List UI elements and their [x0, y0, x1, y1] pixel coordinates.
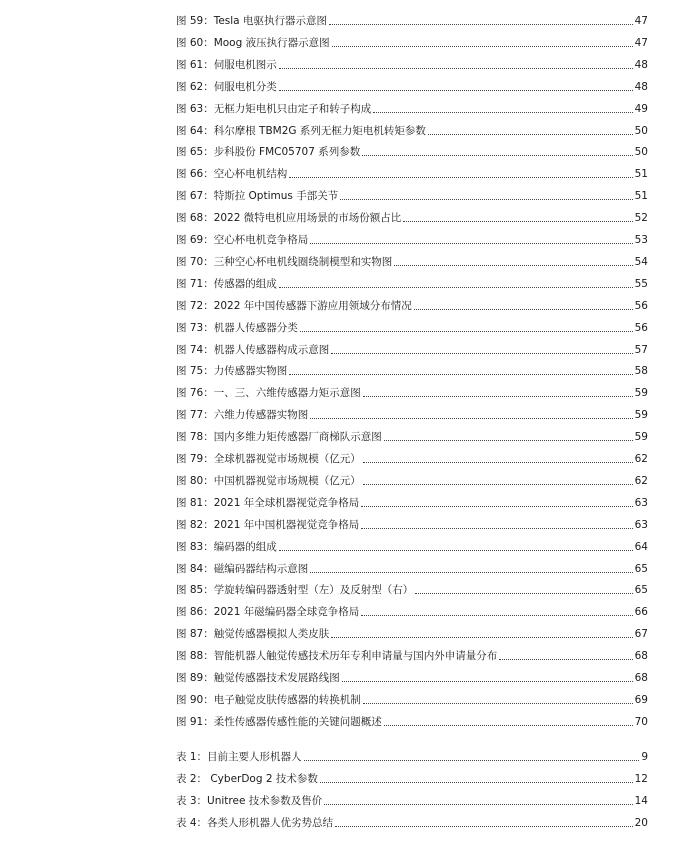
figure-entry-page-number: 67 [634, 628, 648, 641]
dot-leader [342, 681, 633, 682]
figure-entry-label: 图 91：柔性传感器传感性能的关键问题概述 [176, 715, 382, 728]
dot-leader [340, 199, 632, 200]
figure-entry[interactable] [176, 707, 648, 729]
dot-leader [415, 593, 632, 594]
dot-leader [428, 134, 633, 135]
figure-entry-label: 图 74：机器人传感器构成示意图 [176, 343, 330, 356]
dot-leader [394, 265, 632, 266]
table-entry-page-number: 14 [634, 794, 648, 807]
dot-leader [329, 24, 633, 25]
dot-leader [289, 374, 632, 375]
figure-entry-page-number: 56 [634, 321, 648, 334]
figure-entry[interactable] [176, 335, 648, 357]
figure-entry[interactable] [176, 575, 648, 597]
dot-leader [310, 572, 632, 573]
figure-entry[interactable] [176, 444, 648, 466]
dot-leader [304, 760, 640, 761]
figure-entry-label: 图 65：步科股份 FMC05707 系列参数 [176, 146, 361, 159]
dot-leader [384, 725, 633, 726]
dot-leader [331, 353, 632, 354]
figure-entry[interactable] [176, 116, 648, 138]
figure-entry-label: 图 72：2022 年中国传感器下游应用领域分布情况 [176, 299, 412, 312]
figure-entry-page-number: 50 [634, 124, 648, 137]
dot-leader [332, 46, 633, 47]
figure-entry-label: 图 61：伺服电机图示 [176, 58, 277, 71]
figure-entry[interactable] [176, 181, 648, 203]
figure-entry-page-number: 62 [634, 453, 648, 465]
figure-entry-label: 图 69：空心杯电机竞争格局 [176, 234, 309, 246]
figure-entry[interactable] [176, 356, 648, 378]
figure-entry-page-number: 48 [634, 80, 648, 93]
figure-entry-label: 图 83：编码器的组成 [176, 540, 277, 553]
figure-entry-label: 图 73：机器人传感器分类 [176, 321, 298, 334]
figure-entry-page-number: 47 [634, 15, 648, 27]
figure-entry-label: 图 78：国内多维力矩传感器厂商梯队示意图 [176, 431, 382, 444]
figure-entry-label: 图 59：Tesla 电驱执行器示意图 [176, 15, 327, 27]
table-entry[interactable] [176, 742, 648, 764]
figure-entry[interactable] [176, 269, 648, 291]
figure-entry-page-number: 64 [634, 540, 648, 553]
dot-leader [331, 637, 632, 638]
figure-entry-page-number: 55 [634, 277, 648, 290]
figure-entry-page-number: 59 [634, 431, 648, 444]
figure-entry[interactable] [176, 50, 648, 72]
figure-entry-page-number: 65 [634, 584, 648, 597]
figure-entry-label: 图 80：中国机器视觉市场规模（亿元） [176, 474, 361, 487]
figure-entry-label: 图 67：特斯拉 Optimus 手部关节 [176, 190, 339, 203]
dot-leader [279, 90, 633, 91]
figure-entry-label: 图 86：2021 年磁编码器全球竞争格局 [176, 606, 360, 619]
figure-entry-page-number: 70 [634, 715, 648, 728]
figure-entry[interactable] [176, 137, 648, 159]
dot-leader [335, 826, 633, 827]
figure-entry-page-number: 48 [634, 58, 648, 71]
table-entry-label: 表 3：Unitree 技术参数及售价 [176, 794, 323, 807]
figure-entry-label: 图 82：2021 年中国机器视觉竞争格局 [176, 518, 360, 531]
figure-entry-label: 图 88：智能机器人触觉传感技术历年专利申请量与国内外申请量分布 [176, 650, 498, 663]
figure-entry-label: 图 75：力传感器实物图 [176, 365, 288, 378]
figure-entry[interactable] [176, 641, 648, 663]
figure-entry[interactable] [176, 72, 648, 94]
table-entry-label: 表 2： CyberDog 2 技术参数 [176, 772, 318, 785]
dot-leader [279, 550, 633, 551]
dot-leader [320, 782, 633, 783]
figure-entry-label: 图 70：三种空心杯电机线圈绕制模型和实物图 [176, 255, 393, 268]
dot-leader [289, 177, 632, 178]
figure-entry-page-number: 59 [634, 409, 648, 422]
figure-entry-page-number: 63 [634, 518, 648, 531]
figure-entry[interactable] [176, 159, 648, 181]
figure-entry-page-number: 65 [634, 562, 648, 575]
figure-entry[interactable] [176, 597, 648, 619]
figure-entry-page-number: 57 [634, 343, 648, 356]
figure-entry-label: 图 81：2021 年全球机器视觉竞争格局 [176, 496, 360, 509]
table-entry[interactable] [176, 764, 648, 786]
dot-leader [403, 221, 632, 222]
figure-entry[interactable] [176, 247, 648, 269]
figure-entry-label: 图 90：电子触觉皮肤传感器的转换机制 [176, 693, 361, 706]
figure-entry-label: 图 64：科尔摩根 TBM2G 系列无框力矩电机转矩参数 [176, 124, 426, 137]
figure-entry-label: 图 79：全球机器视觉市场规模（亿元） [176, 453, 361, 465]
dot-leader [310, 418, 632, 419]
dot-leader [373, 112, 632, 113]
figure-entry[interactable] [176, 422, 648, 444]
figure-entry[interactable] [176, 466, 648, 488]
figure-entry-page-number: 52 [634, 212, 648, 225]
table-entry-label: 表 1：目前主要人形机器人 [176, 751, 302, 763]
figure-entry-page-number: 54 [634, 255, 648, 268]
figure-entry-label: 图 62：伺服电机分类 [176, 80, 277, 93]
figure-entry-page-number: 63 [634, 496, 648, 509]
figure-entry-page-number: 62 [634, 474, 648, 487]
dot-leader [363, 703, 633, 704]
figure-entry-label: 图 87：触觉传感器模拟人类皮肤 [176, 628, 330, 641]
dot-leader [499, 659, 632, 660]
dot-leader [361, 528, 632, 529]
dot-leader [324, 804, 632, 805]
dot-leader [363, 484, 633, 485]
figure-entry[interactable] [176, 291, 648, 313]
figure-entry[interactable] [176, 313, 648, 335]
dot-leader [363, 462, 633, 463]
table-entry-page-number: 9 [641, 751, 648, 763]
figure-entry[interactable] [176, 532, 648, 554]
figure-entry-page-number: 56 [634, 299, 648, 312]
dot-leader [361, 506, 632, 507]
figure-entry-page-number: 66 [634, 606, 648, 619]
table-entry-label: 表 4：各类人形机器人优劣势总结 [176, 816, 334, 829]
figure-entry-label: 图 66：空心杯电机结构 [176, 168, 288, 181]
figure-entry-page-number: 68 [634, 650, 648, 663]
figure-entry[interactable] [176, 488, 648, 510]
figure-entry[interactable] [176, 510, 648, 532]
dot-leader [363, 396, 633, 397]
figure-entry-page-number: 59 [634, 387, 648, 400]
table-entry[interactable] [176, 808, 648, 830]
figure-entry-label: 图 85：学旋转编码器透射型（左）及反射型（右） [176, 584, 414, 597]
figure-entry[interactable] [176, 28, 648, 50]
figure-entry-label: 图 76：一、三、六维传感器力矩示意图 [176, 387, 361, 400]
dot-leader [279, 68, 633, 69]
figure-entry-page-number: 51 [634, 168, 648, 181]
dot-leader [361, 615, 632, 616]
figure-entry[interactable] [176, 554, 648, 576]
table-entry-page-number: 12 [634, 772, 648, 785]
figure-entry[interactable] [176, 378, 648, 400]
table-entry-page-number: 20 [634, 816, 648, 829]
figure-entry-label: 图 71：传感器的组成 [176, 277, 277, 290]
figure-entry[interactable] [176, 203, 648, 225]
figure-entry-page-number: 47 [634, 36, 648, 49]
figure-entry-page-number: 69 [634, 693, 648, 706]
figure-entry[interactable] [176, 6, 648, 28]
figure-entry-page-number: 58 [634, 365, 648, 378]
figure-entry-page-number: 51 [634, 190, 648, 203]
dot-leader [310, 243, 632, 244]
dot-leader [279, 287, 633, 288]
table-entry[interactable] [176, 786, 648, 808]
figure-entry-page-number: 50 [634, 146, 648, 159]
figure-entry[interactable] [176, 663, 648, 685]
figure-entry[interactable] [176, 225, 648, 247]
figure-entry-label: 图 89：触觉传感器技术发展路线图 [176, 672, 340, 684]
figure-entry-page-number: 53 [634, 234, 648, 246]
dot-leader [414, 309, 633, 310]
figure-entry[interactable] [176, 685, 648, 707]
figure-entry[interactable] [176, 619, 648, 641]
dot-leader [362, 155, 632, 156]
figure-entry-label: 图 63：无框力矩电机只由定子和转子构成 [176, 102, 372, 115]
figure-entry[interactable] [176, 400, 648, 422]
figure-entry-label: 图 84：磁编码器结构示意图 [176, 562, 309, 575]
figure-entry[interactable] [176, 94, 648, 116]
dot-leader [300, 331, 633, 332]
figure-entry-label: 图 68：2022 微特电机应用场景的市场份额占比 [176, 212, 402, 225]
figure-entry-label: 图 60：Moog 液压执行器示意图 [176, 36, 330, 49]
figure-entry-label: 图 77：六维力传感器实物图 [176, 409, 309, 422]
figure-entry-page-number: 49 [634, 102, 648, 115]
dot-leader [384, 440, 633, 441]
figure-entry-page-number: 68 [634, 672, 648, 684]
